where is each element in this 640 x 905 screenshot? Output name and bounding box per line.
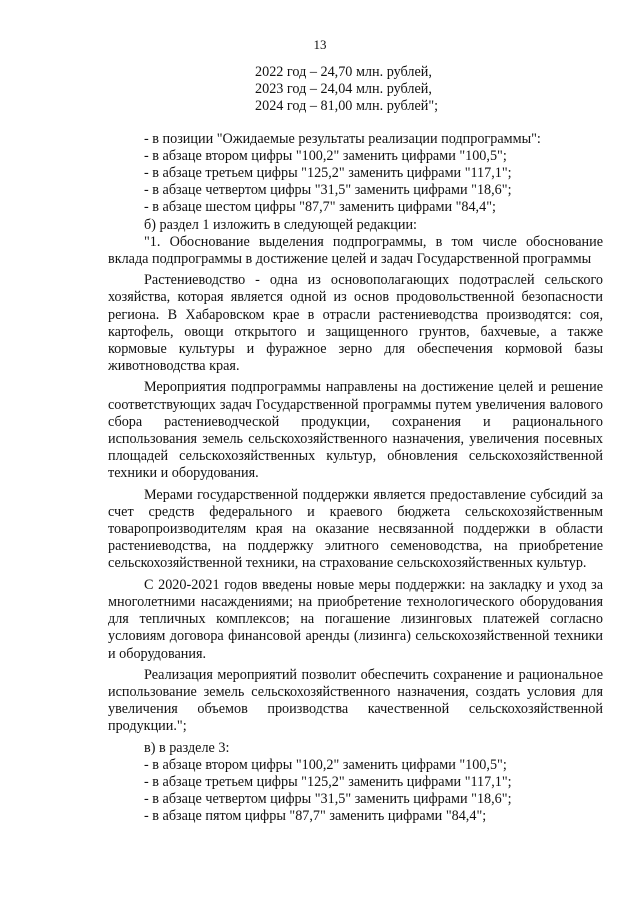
budget-line-2022: 2022 год – 24,70 млн. рублей,: [255, 64, 432, 80]
list-item: - в абзаце втором цифры "100,2" заменить цифрами "100,5";: [144, 147, 507, 164]
list-item: б) раздел 1 изложить в следующей редакции:: [144, 216, 417, 233]
list-item: - в абзаце пятом цифры "87,7" заменить цифрами "84,4";: [144, 808, 487, 825]
list-item: - в абзаце шестом цифры "87,7" заменить цифрами "84,4";: [144, 199, 496, 216]
budget-line-2024: 2024 год – 81,00 млн. рублей";: [255, 98, 439, 115]
list-item: в) в разделе 3:: [144, 739, 230, 756]
list-item: - в абзаце втором цифры "100,2" заменить цифрами "100,5";: [144, 756, 507, 773]
paragraph-state-support: Мерами государственной поддержки является предоставление субсидий за счет средств федерального и краевого бюджета сельскохозяйственным товаропроизводителям края на оказание несвязанной поддержки в области растениеводства, на поддержку элитного семеноводства, на приобретение сельскохозяйственной техники, на страхование сельскохозяйственных культур.: [108, 486, 603, 572]
list-item: - в абзаце третьем цифры "125,2" заменить цифрами "117,1";: [144, 773, 512, 790]
paragraph-crop-production: Растениеводство - одна из основополагающих подотраслей сельского хозяйства, которая является одной из основ продовольственной безопасности региона. В Хабаровском крае в отрасли растениеводства производятся: соя, картофель, овощи открытого и защищенного грунтов, бахчевые, а также кормовые культуры и фуражное зерно для обеспечения кормовой базы животноводства края.: [108, 272, 603, 375]
list-item: - в абзаце третьем цифры "125,2" заменить цифрами "117,1";: [144, 165, 512, 182]
budget-line-2023: 2023 год – 24,04 млн. рублей,: [255, 81, 432, 98]
list-item: - в абзаце четвертом цифры "31,5" заменить цифрами "18,6";: [144, 182, 512, 199]
list-item: - в абзаце четвертом цифры "31,5" заменить цифрами "18,6";: [144, 791, 512, 808]
paragraph-program-measures: Мероприятия подпрограммы направлены на достижение целей и решение соответствующих задач Государственной программы путем увеличения валового сбора растениеводческой продукции, сохранения и рационального использования земель сельскохозяйственного назначения, увеличения посевных площадей сельскохозяйственных культур, обновления сельскохозяйственной техники и оборудования.: [108, 379, 603, 482]
paragraph-implementation: Реализация мероприятий позволит обеспечить сохранение и рациональное использование земель сельскохозяйственного назначения, создать условия для увеличения объемов производства качественной сельскохозяйственной продукции.";: [108, 666, 603, 735]
section-heading: "1. Обоснование выделения подпрограммы, в том числе обоснование вклада подпрограммы в достижение целей и задач Государственной программы: [108, 233, 603, 268]
page-number: 13: [313, 37, 327, 52]
list-item: - в позиции "Ожидаемые результаты реализации подпрограммы":: [144, 130, 541, 147]
budget-lines: [108, 64, 603, 116]
paragraph-new-support: С 2020-2021 годов введены новые меры поддержки: на закладку и уход за многолетними насаждениями; на приобретение технологического оборудования для тепличных комплексов; на погашение лизинговых платежей согласно условиям договора финансовой аренды (лизинга) сельскохозяйственной техники и оборудования.: [108, 576, 603, 662]
document-body: [108, 64, 603, 826]
amendment-list-top: [108, 131, 603, 234]
amendment-list-bottom: [108, 740, 603, 826]
